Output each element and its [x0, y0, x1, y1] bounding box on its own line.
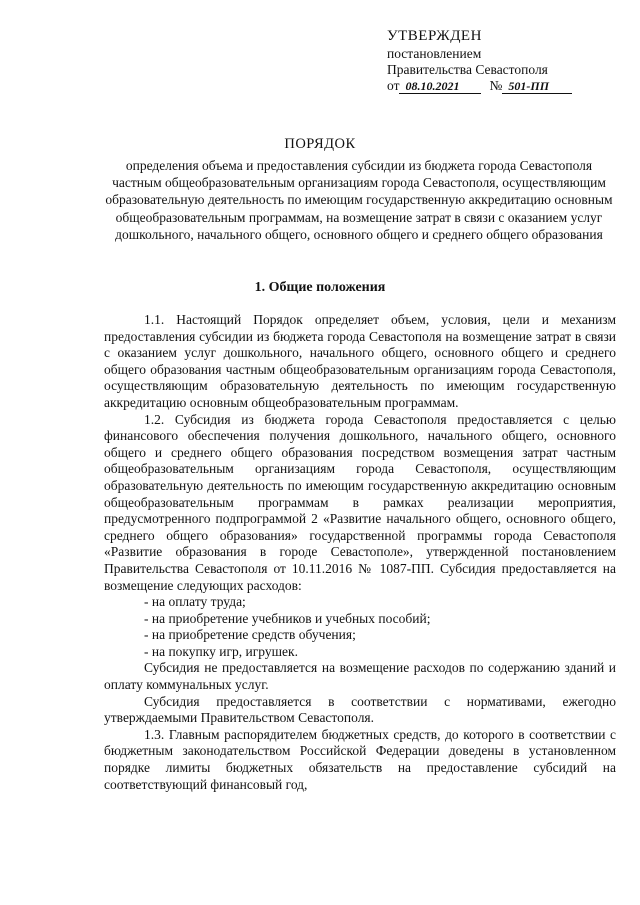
- document-body: [104, 312, 616, 793]
- list-item: - на приобретение средств обучения;: [144, 627, 356, 643]
- approval-date-line: [387, 78, 627, 94]
- list-item: - на оплату труда;: [144, 594, 246, 610]
- handwritten-number: 501-ПП: [502, 80, 572, 94]
- paragraph-1-3: 1.3. Главным распорядителем бюджетных средств, до которого в соответствии с бюджетным законодательством Российской Федерации доведены в установленном порядке лимиты бюджетных обязательств на предоставление субсидий на соответствующий финансовый год,: [104, 726, 616, 792]
- number-prefix: №: [489, 78, 503, 93]
- handwritten-date: 08.10.2021: [399, 80, 481, 94]
- list-item: - на приобретение учебников и учебных пособий;: [144, 610, 431, 626]
- list-item: - на покупку игр, игрушек.: [144, 643, 298, 659]
- approval-line-2: Правительства Севастополя: [387, 62, 548, 77]
- approval-stamp: [387, 28, 627, 94]
- paragraph-1-2: 1.2. Субсидия из бюджета города Севастополя предоставляется с целью финансового обеспечения получения дошкольного, начального общего, основного общего и среднего общего образования посредством возмещения затрат частным общеобразовательным организациям города Севастополя, осуществляющим образовательную деятельность по имеющим государственную аккредитацию основным общеобразовательным программам в рамках реализации мероприятия, предусмотренного подпрограммой 2 «Развитие начального общего, основного общего, среднего общего образования» государственной программы города Севастополя «Развитие образования в городе Севастополе», утвержденной постановлением Правительства Севастополя от 10.11.2016 № 1087-ПП. Субсидия предоставляется на возмещение следующих расходов:: [104, 411, 616, 593]
- paragraph-1-1: 1.1. Настоящий Порядок определяет объем, условия, цели и механизм предоставления субсидии из бюджета города Севастополя на возмещение затрат в связи с оказанием услуг дошкольного, начального общего, основного общего и среднего общего образования частным общеобразовательным организациям города Севастополя, осуществляющим образовательную деятельность по имеющим государственную аккредитацию основным общеобразовательным программам.: [104, 312, 616, 410]
- paragraph-exclusion: Субсидия не предоставляется на возмещение расходов по содержанию зданий и оплату коммунальных услуг.: [104, 660, 616, 693]
- approval-heading: УТВЕРЖДЕН: [387, 28, 482, 44]
- paragraph-norms: Субсидия предоставляется в соответствии с нормативами, ежегодно утверждаемыми Правительством Севастополя.: [104, 693, 616, 726]
- section-heading: 1. Общие положения: [254, 280, 386, 295]
- document-subtitle: определения объема и предоставления субсидии из бюджета города Севастополя частным общеобразовательным организациям города Севастополя, осуществляющим образовательную деятельность по имеющим государственную аккредитацию основным общеобразовательным программам, на возмещение затрат в связи с оказанием услуг дошкольного, начального общего, основного общего и среднего общего образования: [105, 158, 613, 242]
- date-prefix: от: [387, 78, 400, 93]
- document-title: ПОРЯДОК: [284, 136, 356, 152]
- approval-line-1: постановлением: [387, 46, 482, 61]
